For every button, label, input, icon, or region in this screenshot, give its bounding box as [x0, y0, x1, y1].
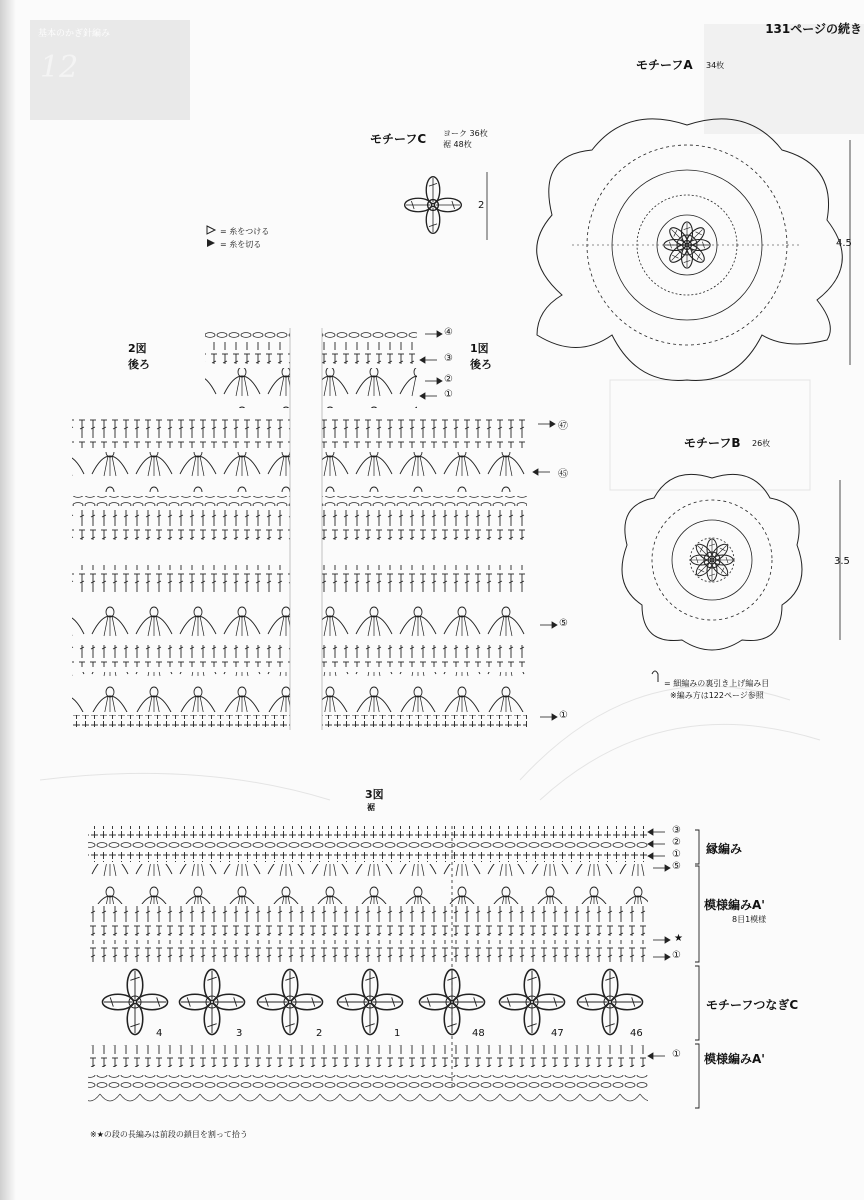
row-marker-1-bottom: ① [559, 710, 568, 721]
fig3-label-border: 縁編み [706, 842, 743, 856]
motif-a-title: モチーフA [636, 58, 693, 72]
motif-number-4: 4 [156, 1028, 163, 1039]
motif-c-yoke-count: ヨーク 36枚 [443, 129, 488, 138]
fig3-marker-1: ① [672, 849, 681, 860]
fig2-chart [72, 328, 290, 730]
fig1-subtitle: 後ろ [470, 358, 492, 371]
legend-attach-text: = 糸をつける [220, 227, 270, 236]
legend-cut-text: = 糸を切る [220, 240, 262, 249]
motif-a-size-label: 4.5 [836, 238, 852, 249]
fig3-chart [88, 826, 648, 1107]
reverse-post-symbol [652, 671, 658, 682]
motif-b-note-symbol: = 細編みの裏引き上げ編み目 [664, 679, 770, 688]
motif-b-diagram [622, 474, 802, 650]
row-marker-5: ⑤ [559, 618, 568, 629]
faded-header-text: 基本のかぎ針編み [38, 29, 111, 39]
fig2-subtitle: 後ろ [128, 358, 150, 371]
motif-number-1: 1 [394, 1028, 401, 1039]
fig3-label-motif-join: モチーフつなぎC [706, 998, 799, 1012]
motif-b-size-label: 3.5 [834, 556, 850, 567]
row-marker-45: ㊺ [558, 469, 568, 480]
row-marker-2: ② [444, 374, 453, 385]
motif-a-count: 34枚 [706, 61, 725, 70]
motif-b-note-ref: ※編み方は122ページ参照 [670, 691, 764, 700]
fig3-marker-1-bottom: ① [672, 1049, 681, 1060]
motif-c-hem-count: 裾 48枚 [443, 140, 472, 149]
motif-number-47: 47 [551, 1028, 564, 1039]
row-marker-4: ④ [444, 327, 453, 338]
motif-b-count: 26枚 [752, 439, 771, 448]
row-marker-47: ㊼ [558, 421, 568, 432]
fig2-title: 2図 [128, 342, 147, 355]
row-marker-1: ① [444, 389, 453, 400]
motif-number-3: 3 [236, 1028, 243, 1039]
motif-c-size-label: 2 [478, 200, 485, 211]
fig3-marker-1-mid: ① [672, 950, 681, 961]
motif-number-48: 48 [472, 1028, 485, 1039]
fig1-chart [322, 328, 527, 730]
fig3-label-pattern-a: 模様編みA' [704, 898, 765, 912]
motif-number-46: 46 [630, 1028, 643, 1039]
fig1-title: 1図 [470, 342, 489, 355]
footnote: ※★の段の長編みは前段の鎖目を割って拾う [90, 1130, 248, 1139]
legend-symbols [207, 226, 215, 247]
motif-c-diagram [405, 177, 462, 234]
fig3-motif-row [102, 969, 642, 1034]
motif-a-diagram [537, 119, 843, 381]
fig3-row-arrows [648, 829, 670, 1059]
fig3-brackets [695, 830, 699, 1108]
motif-b-title: モチーフB [684, 436, 741, 450]
fig3-subtitle: 裾 [367, 803, 375, 812]
fig3-label-pattern-note: 8目1模様 [732, 915, 767, 924]
motif-number-2: 2 [316, 1028, 323, 1039]
fig3-star-marker: ★ [674, 933, 683, 944]
motif-c-title: モチーフC [370, 132, 427, 146]
fig3-marker-3: ③ [672, 825, 681, 836]
page-continuation-ref: 131ページの続き [765, 22, 862, 36]
fig3-title: 3図 [365, 788, 384, 801]
faded-chapter-number: 12 [40, 50, 79, 85]
fig3-label-pattern-a2: 模様編みA' [704, 1052, 765, 1066]
fig3-marker-5: ⑤ [672, 861, 681, 872]
row-marker-3: ③ [444, 353, 453, 364]
fig3-marker-2: ② [672, 837, 681, 848]
